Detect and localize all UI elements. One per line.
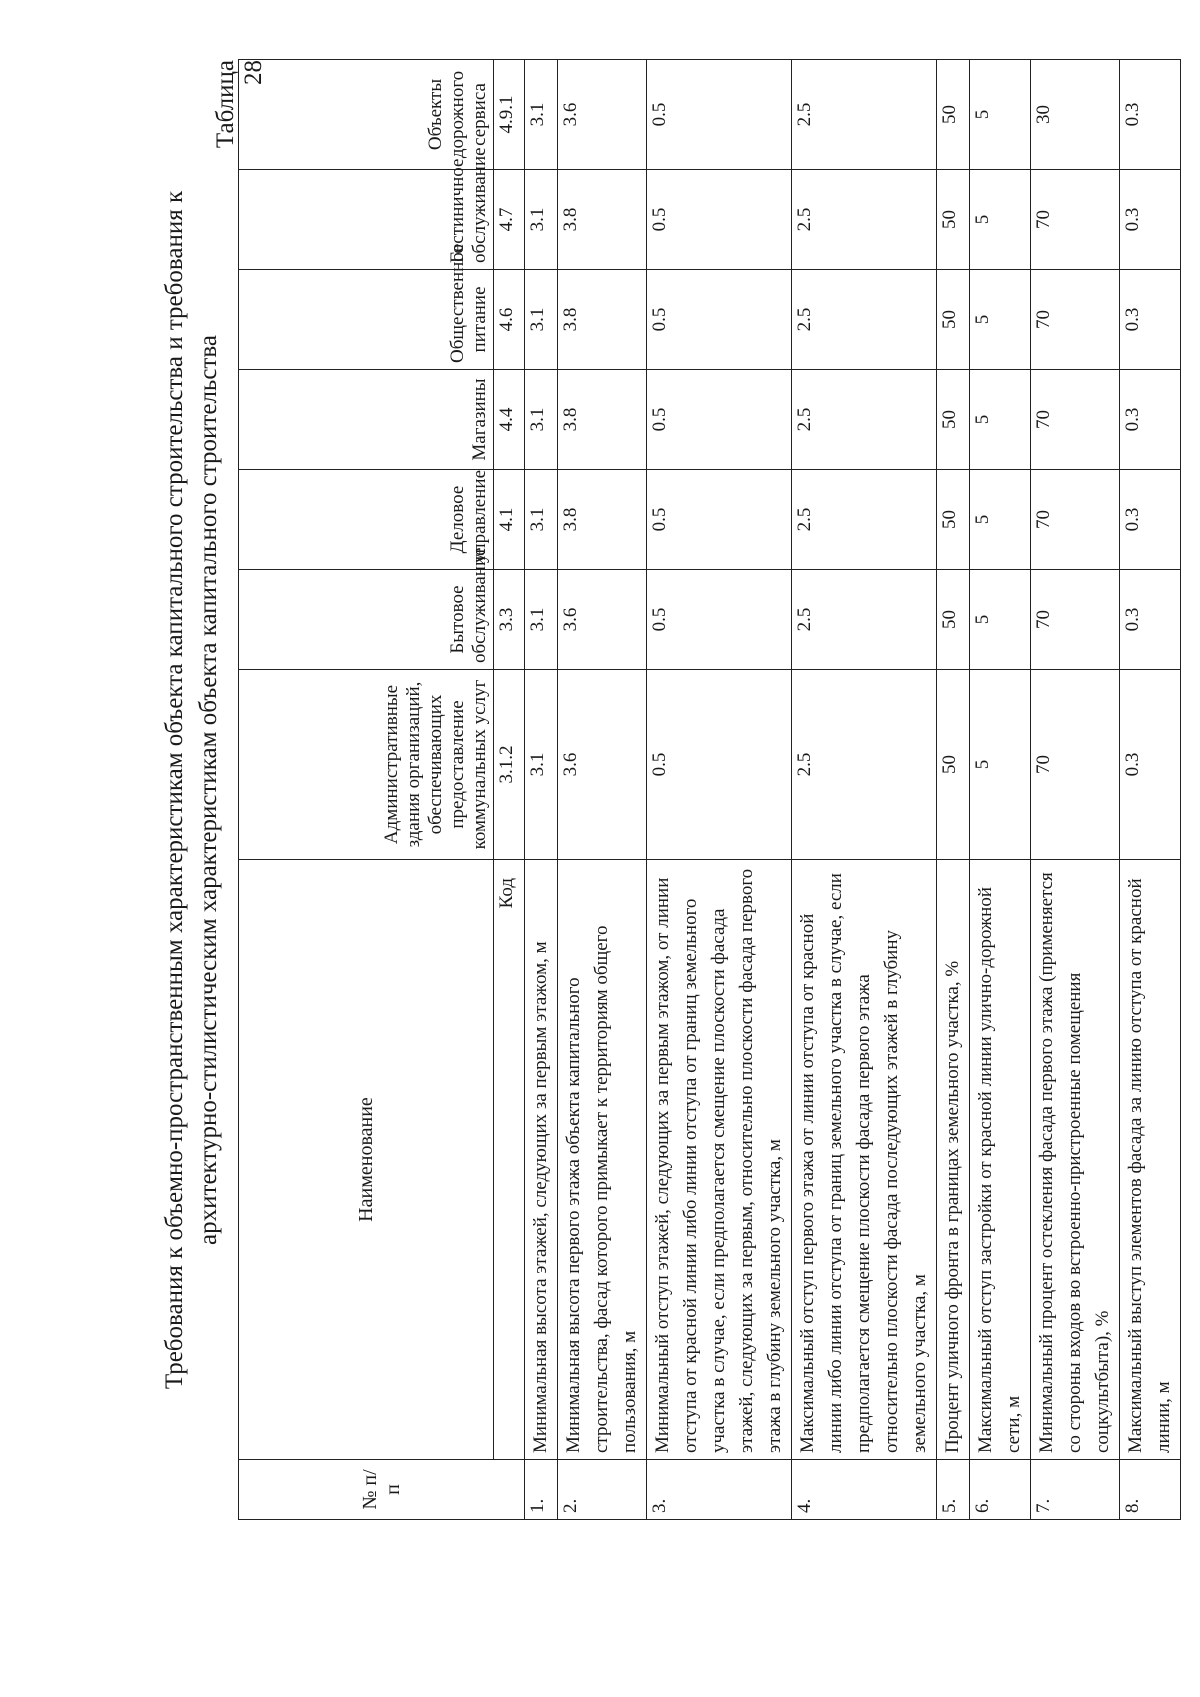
code-row	[494, 60, 525, 1520]
value-cell: 3.1	[525, 470, 558, 570]
code-cell: 4.6	[494, 270, 525, 370]
document-title-line2: архитектурно-стилистическим характеристикам объекта капитального строительства	[195, 335, 222, 1245]
requirements-table	[238, 59, 1181, 1520]
value-cell: 0.5	[647, 370, 792, 470]
value-cell: 2.5	[792, 470, 937, 570]
value-cell: 50	[937, 370, 970, 470]
value-cell: 0.3	[1120, 470, 1181, 570]
code-cell: 4.1	[494, 470, 525, 570]
value-cell: 2.5	[792, 170, 937, 270]
value-cell: 0.5	[647, 270, 792, 370]
value-cell: 50	[937, 270, 970, 370]
value-cell: 5	[970, 470, 1031, 570]
value-cell: 5	[970, 570, 1031, 670]
value-cell: 3.1	[525, 570, 558, 670]
table-row	[1120, 60, 1181, 1520]
value-cell: 5	[970, 670, 1031, 860]
value-cell: 3.1	[525, 670, 558, 860]
value-cell: 50	[937, 60, 970, 170]
value-cell: 5	[970, 170, 1031, 270]
value-cell: 0.5	[647, 570, 792, 670]
value-cell: 3.6	[558, 570, 647, 670]
value-cell: 3.8	[558, 170, 647, 270]
row-name: Минимальная высота этажей, следующих за первым этажом, м	[525, 860, 558, 1460]
value-cell: 3.1	[525, 60, 558, 170]
value-cell: 70	[1031, 270, 1120, 370]
row-name: Минимальный процент остекления фасада первого этажа (применяется со стороны входов во встроенно-пристроенные помещения соцкультбыта), %	[1031, 860, 1120, 1460]
row-name: Максимальный выступ элементов фасада за линию отступа от красной линии, м	[1120, 860, 1181, 1460]
header-row	[239, 60, 494, 1520]
value-cell: 50	[937, 170, 970, 270]
value-cell: 70	[1031, 570, 1120, 670]
value-cell: 50	[937, 470, 970, 570]
value-cell: 2.5	[792, 670, 937, 860]
header-col-1: Административные здания организаций, обеспечивающих предоставление коммунальных услуг	[239, 670, 494, 860]
row-name: Процент уличного фронта в границах земельного участка, %	[937, 860, 970, 1460]
row-name: Максимальный отступ застройки от красной линии улично-дорожной сети, м	[970, 860, 1031, 1460]
value-cell: 2.5	[792, 270, 937, 370]
row-name: Максимальный отступ первого этажа от линии отступа от красной линии либо линии отступа от границ земельного участка в случае, если предполагается смещение плоскости фасада первого этажа относительно плоскости фасада последующих этажей в глубину земельного участка, м	[792, 860, 937, 1460]
value-cell: 3.8	[558, 370, 647, 470]
rotated-page	[160, 0, 1180, 1520]
value-cell: 2.5	[792, 370, 937, 470]
value-cell: 0.5	[647, 470, 792, 570]
header-col-2: Бытовое обслуживание	[239, 570, 494, 670]
value-cell: 3.6	[558, 60, 647, 170]
row-number: 5.	[937, 1460, 970, 1520]
table-row	[647, 60, 792, 1520]
value-cell: 3.1	[525, 370, 558, 470]
table-row	[937, 60, 970, 1520]
value-cell: 70	[1031, 470, 1120, 570]
value-cell: 70	[1031, 670, 1120, 860]
row-number: 6.	[970, 1460, 1031, 1520]
table-row	[1031, 60, 1120, 1520]
value-cell: 3.1	[525, 170, 558, 270]
header-col-5: Общественное питание	[239, 270, 494, 370]
document-title-line1: Требования к объемно-пространственным характеристикам объекта капитального строительства и требования к	[161, 190, 188, 1390]
table-row	[525, 60, 558, 1520]
code-cell: 4.9.1	[494, 60, 525, 170]
value-cell: 5	[970, 270, 1031, 370]
table-body	[525, 60, 1181, 1520]
value-cell: 0.3	[1120, 370, 1181, 470]
header-col-6: Гостиничное обслуживание	[239, 170, 494, 270]
row-name: Минимальная высота первого этажа объекта капитального строительства, фасад которого примыкает к территориям общего пользования, м	[558, 860, 647, 1460]
code-cell: 3.1.2	[494, 670, 525, 860]
header-col-4: Магазины	[239, 370, 494, 470]
value-cell: 3.1	[525, 270, 558, 370]
row-number: 1.	[525, 1460, 558, 1520]
code-cell: 4.7	[494, 170, 525, 270]
value-cell: 2.5	[792, 570, 937, 670]
row-number: 4.	[792, 1460, 937, 1520]
header-num: № п/п	[239, 1460, 525, 1520]
value-cell: 0.3	[1120, 60, 1181, 170]
code-cell: 4.4	[494, 370, 525, 470]
value-cell: 0.3	[1120, 670, 1181, 860]
value-cell: 70	[1031, 170, 1120, 270]
value-cell: 3.8	[558, 270, 647, 370]
table-number: Таблица 28	[212, 60, 267, 149]
value-cell: 5	[970, 60, 1031, 170]
code-cell: 3.3	[494, 570, 525, 670]
value-cell: 0.3	[1120, 570, 1181, 670]
value-cell: 50	[937, 670, 970, 860]
row-name: Минимальный отступ этажей, следующих за первым этажом, от линии отступа от красной линии либо линии отступа от границ земельного участка в случае, если предполагается смещение плоскости фасада этажей, следующих за первым, относительно плоскости фасада первого этажа в глубину земельного участка, м	[647, 860, 792, 1460]
value-cell: 50	[937, 570, 970, 670]
value-cell: 3.8	[558, 470, 647, 570]
table-row	[558, 60, 647, 1520]
value-cell: 30	[1031, 60, 1120, 170]
row-number: 7.	[1031, 1460, 1120, 1520]
value-cell: 5	[970, 370, 1031, 470]
value-cell: 2.5	[792, 60, 937, 170]
code-label: Код	[494, 860, 525, 1460]
value-cell: 0.5	[647, 170, 792, 270]
value-cell: 0.3	[1120, 170, 1181, 270]
value-cell: 0.5	[647, 670, 792, 860]
row-number: 2.	[558, 1460, 647, 1520]
header-name: Наименование	[239, 860, 494, 1460]
value-cell: 70	[1031, 370, 1120, 470]
row-number: 8.	[1120, 1460, 1181, 1520]
table-row	[970, 60, 1031, 1520]
value-cell: 3.6	[558, 670, 647, 860]
row-number: 3.	[647, 1460, 792, 1520]
header-col-3: Деловое управление	[239, 470, 494, 570]
value-cell: 0.3	[1120, 270, 1181, 370]
header-col-7: Объекты дорожного сервиса	[239, 60, 494, 170]
table-row	[792, 60, 937, 1520]
value-cell: 0.5	[647, 60, 792, 170]
